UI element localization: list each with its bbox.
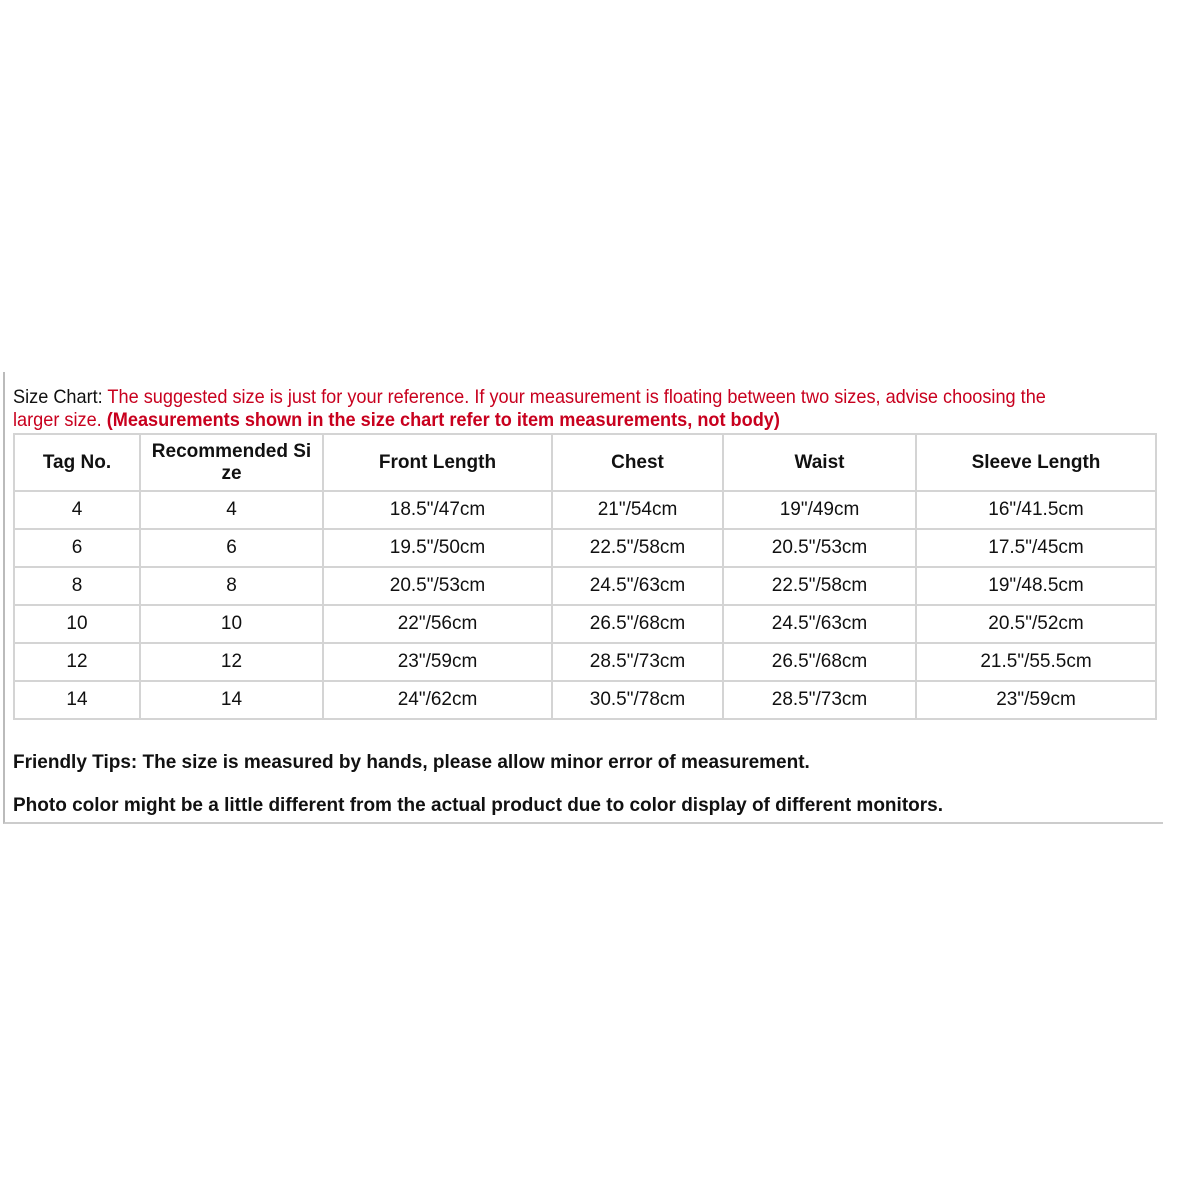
column-header: Tag No.	[14, 434, 140, 491]
table-cell: 10	[14, 605, 140, 643]
table-cell: 23"/59cm	[916, 681, 1156, 719]
table-cell: 8	[14, 567, 140, 605]
table-cell: 12	[140, 643, 323, 681]
size-chart-intro	[13, 386, 1083, 432]
table-cell: 24.5"/63cm	[552, 567, 723, 605]
column-header: Waist	[723, 434, 916, 491]
table-cell: 28.5"/73cm	[723, 681, 916, 719]
table-cell: 20.5"/53cm	[323, 567, 552, 605]
table-cell: 18.5"/47cm	[323, 491, 552, 529]
table-cell: 19"/48.5cm	[916, 567, 1156, 605]
table-cell: 21"/54cm	[552, 491, 723, 529]
size-table	[13, 433, 1157, 720]
table-row	[14, 681, 1156, 719]
table-cell: 20.5"/53cm	[723, 529, 916, 567]
table-cell: 14	[140, 681, 323, 719]
colon: :	[97, 386, 103, 408]
table-cell: 22.5"/58cm	[723, 567, 916, 605]
table-cell: 23"/59cm	[323, 643, 552, 681]
table-cell: 28.5"/73cm	[552, 643, 723, 681]
table-cell: 4	[140, 491, 323, 529]
measurement-note: (Measurements shown in the size chart refer to item measurements, not body)	[106, 409, 780, 431]
column-header: Recommended Si ze	[140, 434, 323, 491]
friendly-tips: Friendly Tips: The size is measured by hands, please allow minor error of measurement.	[13, 752, 810, 773]
table-header-row	[14, 434, 1156, 491]
table-cell: 19"/49cm	[723, 491, 916, 529]
table-row	[14, 605, 1156, 643]
table-row	[14, 529, 1156, 567]
table-cell: 4	[14, 491, 140, 529]
table-cell: 30.5"/78cm	[552, 681, 723, 719]
table-cell: 20.5"/52cm	[916, 605, 1156, 643]
table-cell: 26.5"/68cm	[723, 643, 916, 681]
column-header: Chest	[552, 434, 723, 491]
table-row	[14, 567, 1156, 605]
table-row	[14, 491, 1156, 529]
table-cell: 26.5"/68cm	[552, 605, 723, 643]
intro-text-2: larger size.	[13, 409, 107, 431]
table-cell: 10	[140, 605, 323, 643]
photo-color-note: Photo color might be a little different from the actual product due to color display of different monitors.	[13, 795, 943, 816]
table-row	[14, 643, 1156, 681]
size-chart-label: Size Chart	[13, 386, 98, 408]
column-header: Sleeve Length	[916, 434, 1156, 491]
table-cell: 8	[140, 567, 323, 605]
table-cell: 24.5"/63cm	[723, 605, 916, 643]
table-cell: 14	[14, 681, 140, 719]
column-header: Front Length	[323, 434, 552, 491]
table-cell: 19.5"/50cm	[323, 529, 552, 567]
table-cell: 6	[14, 529, 140, 567]
table-cell: 22.5"/58cm	[552, 529, 723, 567]
table-cell: 21.5"/55.5cm	[916, 643, 1156, 681]
table-cell: 12	[14, 643, 140, 681]
table-cell: 22"/56cm	[323, 605, 552, 643]
table-cell: 17.5"/45cm	[916, 529, 1156, 567]
table-cell: 16"/41.5cm	[916, 491, 1156, 529]
intro-text: The suggested size is just for your reference. If your measurement is floating between two sizes, advise choosing the	[102, 386, 1046, 408]
table-cell: 6	[140, 529, 323, 567]
table-cell: 24"/62cm	[323, 681, 552, 719]
